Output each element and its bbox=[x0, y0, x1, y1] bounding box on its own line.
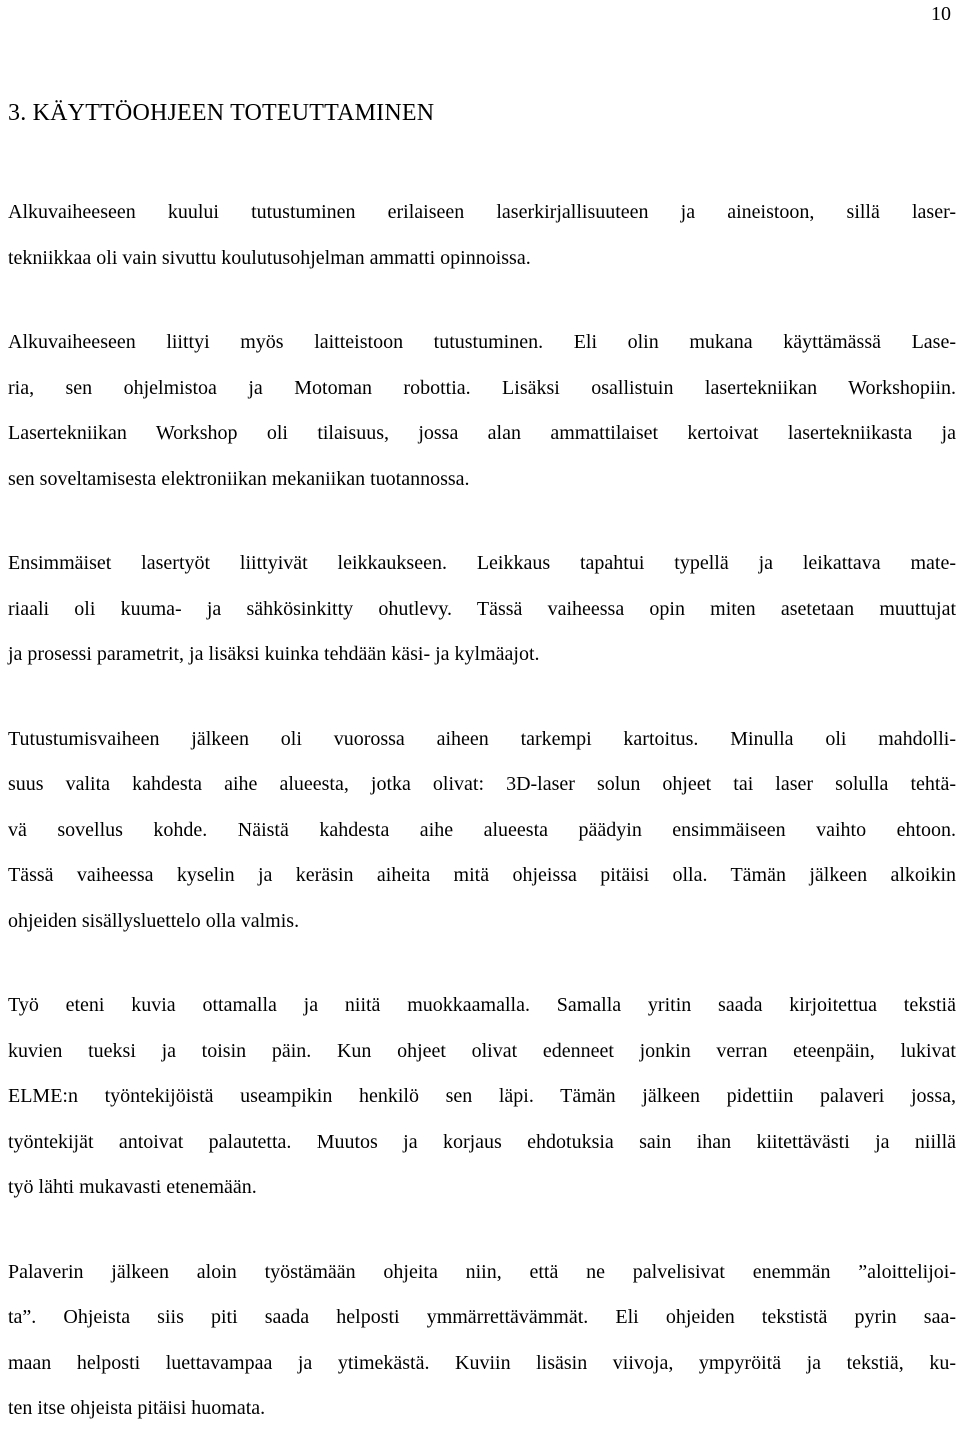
body-text bbox=[8, 190, 956, 1432]
text-line: ELME:n työntekijöistä useampikin henkilö sen läpi. Tämän jälkeen pidettiin palaveri jossa, bbox=[8, 1085, 956, 1107]
text-line: suus valita kahdesta aihe alueesta, jotka olivat: 3D-laser solun ohjeet tai laser solulla tehtä- bbox=[8, 773, 956, 795]
text-line: Tutustumisvaiheen jälkeen oli vuorossa aiheen tarkempi kartoitus. Minulla oli mahdolli- bbox=[8, 727, 956, 750]
paragraph bbox=[8, 717, 956, 945]
text-line: Tässä vaiheessa kyselin ja keräsin aiheita mitä ohjeissa pitäisi olla. Tämän jälkeen alkoikin bbox=[8, 864, 956, 886]
paragraph bbox=[8, 190, 956, 281]
text-line: työ lähti mukavasti etenemään. bbox=[8, 1176, 257, 1198]
text-line: Alkuvaiheeseen kuului tutustuminen erilaiseen laserkirjallisuuteen ja aineistoon, sillä laser- bbox=[8, 201, 956, 223]
text-line: Lasertekniikan Workshop oli tilaisuus, jossa alan ammattilaiset kertoivat lasertekniikasta ja bbox=[8, 422, 956, 444]
text-line: Ensimmäiset lasertyöt liittyivät leikkaukseen. Leikkaus tapahtui typellä ja leikattava mate- bbox=[8, 552, 956, 574]
paragraph-gap bbox=[8, 678, 956, 717]
text-line: kuvien tueksi ja toisin päin. Kun ohjeet olivat edenneet jonkin verran eteenpäin, lukivat bbox=[8, 1039, 956, 1062]
text-line: Työ eteni kuvia ottamalla ja niitä muokkaamalla. Samalla yritin saada kirjoitettua tekstiä bbox=[8, 994, 956, 1016]
paragraph-gap bbox=[8, 281, 956, 320]
text-line: sen soveltamisesta elektroniikan mekaniikan tuotannossa. bbox=[8, 467, 470, 490]
text-line: ria, sen ohjelmistoa ja Motoman robottia. Lisäksi osallistuin lasertekniikan Workshopiin. bbox=[8, 376, 956, 399]
text-line: ten itse ohjeista pitäisi huomata. bbox=[8, 1397, 266, 1419]
paragraph-gap bbox=[8, 1211, 956, 1250]
text-line: ta”. Ohjeista siis piti saada helposti ymmärrettävämmät. Eli ohjeiden tekstistä pyrin saa- bbox=[8, 1306, 956, 1328]
paragraph bbox=[8, 320, 956, 502]
text-line: vä sovellus kohde. Näistä kahdesta aihe alueesta päädyin ensimmäiseen vaihto ehtoon. bbox=[8, 818, 956, 841]
text-line: ohjeiden sisällysluettelo olla valmis. bbox=[8, 909, 300, 932]
paragraph bbox=[8, 983, 956, 1211]
paragraph-gap bbox=[8, 944, 956, 983]
text-line: Palaverin jälkeen aloin työstämään ohjeita niin, että ne palvelisivat enemmän ”aloittelijoi- bbox=[8, 1260, 956, 1283]
text-line: tekniikkaa oli vain sivuttu koulutusohjelman ammatti opinnoissa. bbox=[8, 246, 531, 269]
paragraph-gap bbox=[8, 502, 956, 541]
text-line: ja prosessi parametrit, ja lisäksi kuinka tehdään käsi- ja kylmäajot. bbox=[8, 643, 540, 665]
text-line: työntekijät antoivat palautetta. Muutos ja korjaus ehdotuksia sain ihan kiitettävästi ja niillä bbox=[8, 1130, 956, 1153]
text-line: Alkuvaiheeseen liittyi myös laitteistoon tutustuminen. Eli olin mukana käyttämässä Lase- bbox=[8, 331, 956, 353]
text-line: maan helposti luettavampaa ja ytimekästä. Kuviin lisäsin viivoja, ympyröitä ja tekstiä, ku- bbox=[8, 1351, 956, 1374]
section-heading: 3. KÄYTTÖOHJEEN TOTEUTTAMINEN bbox=[8, 100, 435, 126]
paragraph bbox=[8, 1250, 956, 1432]
page-number: 10 bbox=[931, 3, 951, 25]
paragraph bbox=[8, 541, 956, 678]
text-line: riaali oli kuuma- ja sähkösinkitty ohutlevy. Tässä vaiheessa opin miten asetetaan muuttujat bbox=[8, 597, 956, 620]
